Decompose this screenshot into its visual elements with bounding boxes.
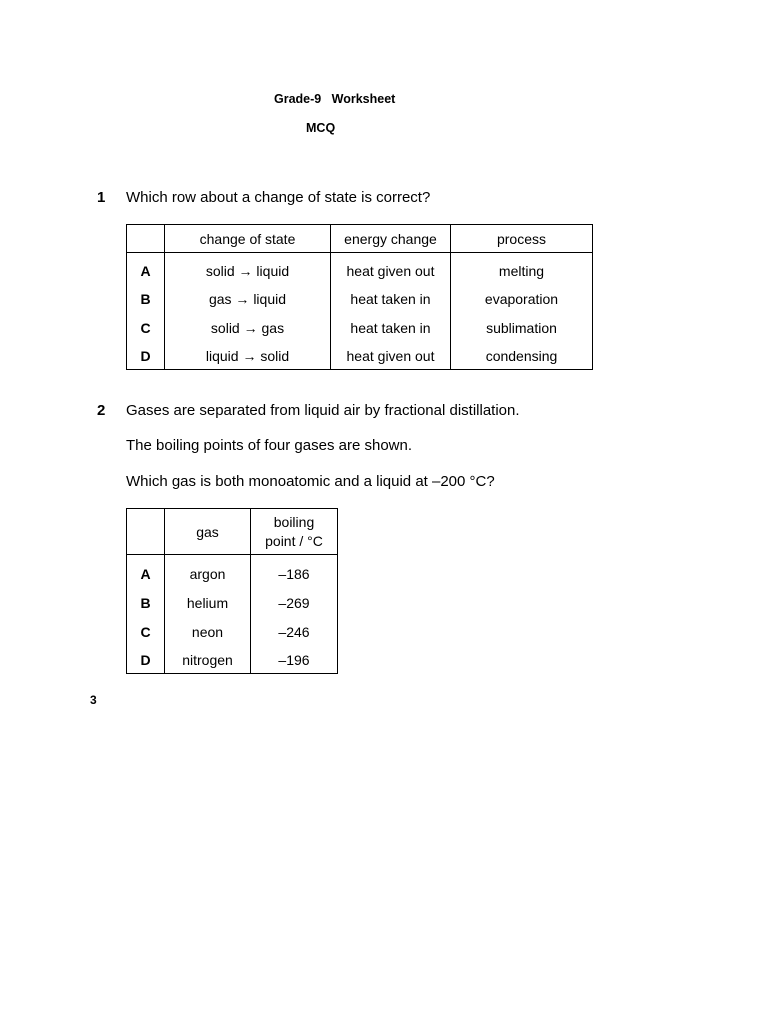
table-row [127,589,338,618]
table-cell: solid → gas [165,314,331,343]
table-row [127,285,593,314]
option-letter: C [127,618,165,647]
table-cell: gas → liquid [165,285,331,314]
option-letter: A [127,555,165,589]
table-cell: –269 [251,589,338,618]
table-cell: melting [451,253,593,285]
column-header [251,509,338,555]
table-cell: sublimation [451,314,593,343]
question-2-line: The boiling points of four gases are shown. [126,437,413,454]
table-cell: heat given out [331,253,451,285]
table-row [127,343,593,370]
question-2-number: 2 [97,402,106,419]
table-cell: solid → liquid [165,253,331,285]
table-header-row [127,225,593,253]
header-blank-cell [127,225,165,253]
question-2-table [126,508,338,674]
header-blank-cell [127,509,165,555]
table-cell: evaporation [451,285,593,314]
table-cell: argon [165,555,251,589]
question-2-line: Gases are separated from liquid air by fractional distillation. [126,402,520,419]
table-cell: heat taken in [331,314,451,343]
table-cell: –196 [251,647,338,674]
option-letter: A [127,253,165,285]
table-cell: helium [165,589,251,618]
table-row [127,314,593,343]
option-letter: B [127,285,165,314]
table-cell: neon [165,618,251,647]
table-cell: heat taken in [331,285,451,314]
column-header: energy change [331,225,451,253]
option-letter: D [127,343,165,370]
question-1-text: Which row about a change of state is correct? [126,189,431,206]
table-cell: liquid → solid [165,343,331,370]
table-row [127,618,338,647]
table-header-row [127,509,338,555]
worksheet-subtitle: MCQ [306,121,336,135]
question-1-number: 1 [97,189,106,206]
table-row [127,647,338,674]
question-1-table [126,224,593,370]
table-cell: heat given out [331,343,451,370]
table-row [127,253,593,285]
table-cell: –186 [251,555,338,589]
column-header-line: boiling [273,513,315,530]
column-header-line: point / °C [265,532,323,549]
table-row [127,555,338,589]
column-header: gas [165,509,251,555]
worksheet-title: Grade-9 Worksheet [274,92,396,106]
table-cell: –246 [251,618,338,647]
table-cell: nitrogen [165,647,251,674]
option-letter: B [127,589,165,618]
question-3-number: 3 [90,693,97,707]
column-header: process [451,225,593,253]
column-header: change of state [165,225,331,253]
question-2-line: Which gas is both monoatomic and a liquid at –200 °C? [126,473,495,490]
table-cell: condensing [451,343,593,370]
option-letter: C [127,314,165,343]
option-letter: D [127,647,165,674]
